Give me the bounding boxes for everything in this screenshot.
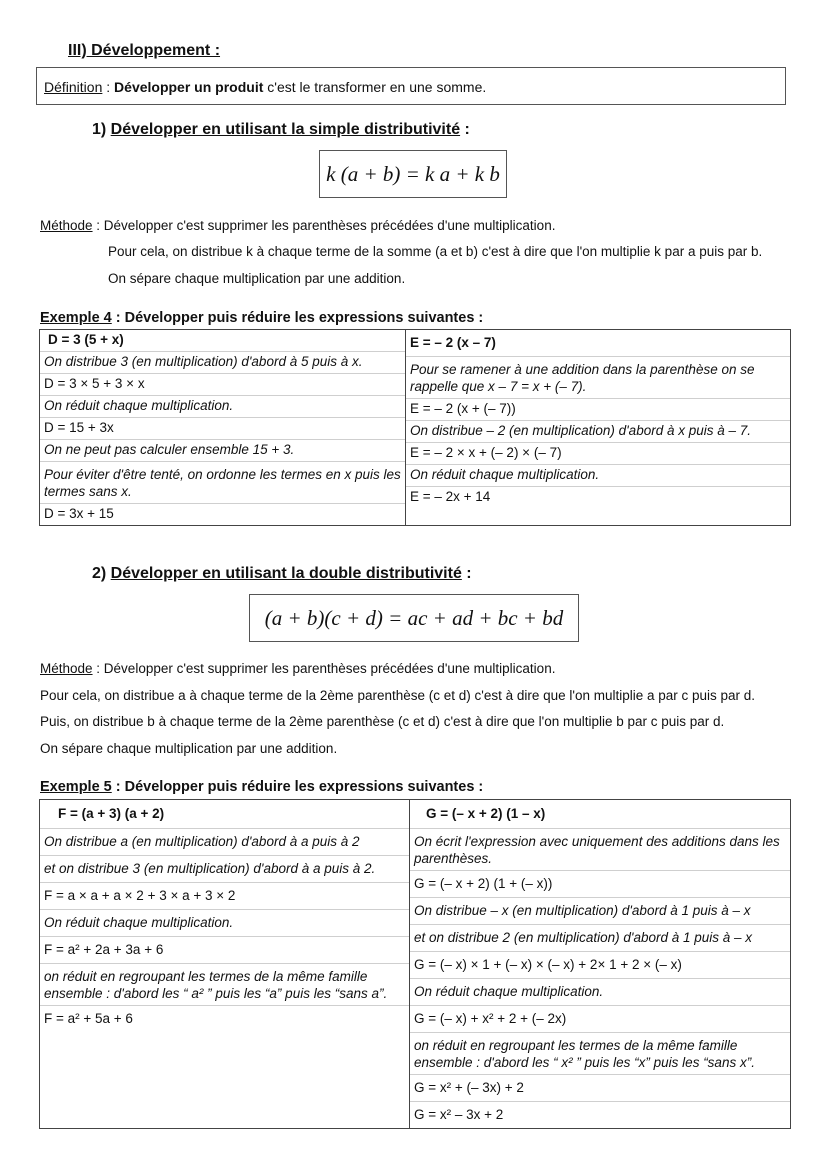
example5-table (39, 799, 791, 1129)
definition-rest: c'est le transformer en une somme. (263, 79, 487, 95)
subtitle-simple-distributivity (92, 121, 470, 139)
method-text: : Développer c'est supprimer les parenthèses précédées d'une multiplication. (92, 218, 556, 233)
example4-label: Exemple 4 (40, 310, 112, 326)
step-expression: G = x² + (– 3x) + 2 (410, 1075, 790, 1102)
formula-double-distributivity: (a + b)(c + d) = ac + ad + bc + bd (249, 594, 579, 642)
definition-text (44, 79, 486, 95)
method-line-2: Pour cela, on distribue k à chaque terme de la somme (a et b) c'est à dire que l'on multiplie k par a puis par b. (108, 244, 763, 259)
expression-g: G = (– x + 2) (1 – x) (410, 800, 790, 829)
subtitle-tail: : (460, 121, 470, 138)
step-text: Pour se ramener à une addition dans la parenthèse on se rappelle que x – 7 = x + (– 7). (406, 357, 790, 399)
formula-simple-distributivity: k (a + b) = k a + k b (319, 150, 507, 198)
step-expression: G = (– x) × 1 + (– x) × (– x) + 2× 1 + 2 × (– x) (410, 952, 790, 979)
example4-heading: : Développer puis réduire les expressions suivantes : (111, 310, 484, 326)
step-text: On réduit chaque multiplication. (40, 910, 409, 937)
definition-strong: Développer un produit (114, 79, 264, 95)
step-expression: E = – 2 (x + (– 7)) (406, 399, 790, 421)
method2-line-2: Pour cela, on distribue a à chaque terme de la 2ème parenthèse (c et d) c'est à dire que l'on multiplie a par c puis par d. (40, 688, 756, 703)
section-title: III) Développement : (68, 42, 221, 59)
example5-title (40, 779, 483, 795)
step-expression: F = a × a + a × 2 + 3 × a + 3 × 2 (40, 883, 409, 910)
example5-label: Exemple 5 (40, 779, 112, 795)
step-expression: D = 3 × 5 + 3 × x (40, 374, 405, 396)
example4-right-column (406, 330, 791, 526)
subtitle-text: Développer en utilisant la simple distributivité (110, 121, 461, 138)
step-text: On distribue 3 (en multiplication) d'abord à 5 puis à x. (40, 352, 405, 374)
result-d: D = 3x + 15 (44, 506, 114, 521)
expression-f: F = (a + 3) (a + 2) (40, 800, 409, 829)
method-label: Méthode (40, 661, 93, 676)
method2-line-3: Puis, on distribue b à chaque terme de la 2ème parenthèse (c et d) c'est à dire que l'on multiplie b par c puis par d. (40, 714, 725, 729)
step-text: On distribue – x (en multiplication) d'abord à 1 puis à – x (410, 898, 790, 925)
example4-title (40, 310, 483, 326)
subtitle-number: 2) (92, 565, 111, 582)
step-expression: G = (– x + 2) (1 + (– x)) (410, 871, 790, 898)
expression-d: D = 3 (5 + x) (40, 330, 405, 352)
result-e: E = – 2x + 14 (410, 489, 491, 504)
step-text: on réduit en regroupant les termes de la même famille ensemble : d'abord les “ a² ” puis les “a” puis les “sans a”. (40, 964, 409, 1006)
subtitle-text: Développer en utilisant la double distributivité (110, 565, 462, 582)
subtitle-double-distributivity (92, 565, 472, 583)
result-g: G = x² – 3x + 2 (414, 1107, 504, 1122)
step-text: Pour éviter d'être tenté, on ordonne les termes en x puis les termes sans x. (40, 462, 405, 504)
example5-right-column (410, 800, 791, 1129)
step-text: on réduit en regroupant les termes de la même famille ensemble : d'abord les “ x² ” puis les “x” puis les “sans x”. (410, 1033, 790, 1075)
step-text: On écrit l'expression avec uniquement des additions dans les parenthèses. (410, 829, 790, 871)
example4-left-column (40, 330, 406, 526)
method-line-3: On sépare chaque multiplication par une addition. (108, 271, 406, 286)
subtitle-number: 1) (92, 121, 111, 138)
definition-sep: : (102, 79, 115, 95)
step-expression: D = 15 + 3x (40, 418, 405, 440)
example5-heading: : Développer puis réduire les expressions suivantes : (111, 779, 484, 795)
step-text: On réduit chaque multiplication. (410, 979, 790, 1006)
method2-line-4: On sépare chaque multiplication par une addition. (40, 741, 338, 756)
step-expression: E = – 2 × x + (– 2) × (– 7) (406, 443, 790, 465)
definition-label: Définition (44, 79, 103, 95)
example5-left-column (40, 800, 410, 1129)
method2-line-1 (40, 661, 555, 676)
method-line-1 (40, 218, 555, 233)
result-f: F = a² + 5a + 6 (44, 1011, 133, 1026)
expression-e: E = – 2 (x – 7) (406, 330, 790, 357)
method-text: : Développer c'est supprimer les parenthèses précédées d'une multiplication. (92, 661, 556, 676)
step-text: On réduit chaque multiplication. (40, 396, 405, 418)
step-text: et on distribue 2 (en multiplication) d'abord à 1 puis à – x (410, 925, 790, 952)
step-expression: F = a² + 2a + 3a + 6 (40, 937, 409, 964)
method-label: Méthode (40, 218, 93, 233)
step-text: et on distribue 3 (en multiplication) d'abord à a puis à 2. (40, 856, 409, 883)
step-text: On distribue – 2 (en multiplication) d'abord à x puis à – 7. (406, 421, 790, 443)
example4-table (39, 329, 791, 526)
step-text: On distribue a (en multiplication) d'abord à a puis à 2 (40, 829, 409, 856)
step-text: On ne peut pas calculer ensemble 15 + 3. (40, 440, 405, 462)
step-expression: G = (– x) + x² + 2 + (– 2x) (410, 1006, 790, 1033)
subtitle-tail: : (461, 565, 472, 582)
step-text: On réduit chaque multiplication. (406, 465, 790, 487)
